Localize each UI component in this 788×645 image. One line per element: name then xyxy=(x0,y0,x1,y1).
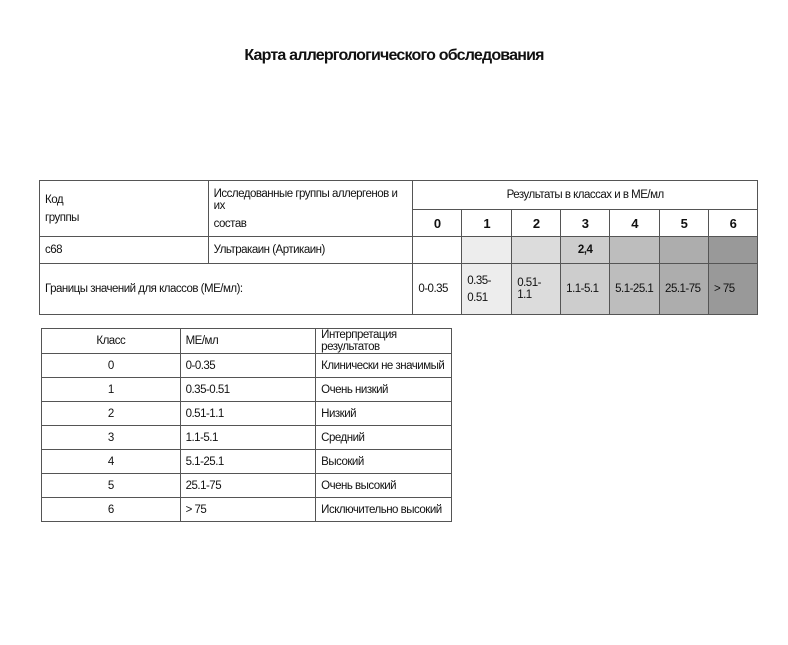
class-cell: 3 xyxy=(42,426,181,450)
interpretation-cell: Низкий xyxy=(316,402,452,426)
interpretation-cell: Очень высокий xyxy=(316,474,452,498)
bound-cell-class-4: 5.1-25.1 xyxy=(610,264,660,315)
allergen-name: Ультракаин (Артикаин) xyxy=(208,237,413,264)
legend-row xyxy=(42,450,452,474)
range-cell: 0.51-1.1 xyxy=(180,402,316,426)
class-header-5: 5 xyxy=(660,210,709,237)
bound-cell-class-5: 25.1-75 xyxy=(660,264,709,315)
range-cell: 0-0.35 xyxy=(180,354,316,378)
result-cell-class-5 xyxy=(660,237,709,264)
legend-row xyxy=(42,354,452,378)
class-cell: 2 xyxy=(42,402,181,426)
class-cell: 1 xyxy=(42,378,181,402)
range-cell: 5.1-25.1 xyxy=(180,450,316,474)
bound-cell-class-0: 0-0.35 xyxy=(413,264,462,315)
bounds-label: Границы значений для классов (МЕ/мл): xyxy=(40,264,413,315)
bound-cell-class-2: 0.51-1.1 xyxy=(512,264,561,315)
result-cell-class-0 xyxy=(413,237,462,264)
range-cell: 0.35-0.51 xyxy=(180,378,316,402)
bound-cell-class-1: 0.35- 0.51 xyxy=(462,264,512,315)
class-cell: 0 xyxy=(42,354,181,378)
header-code: Код группы xyxy=(40,181,209,237)
interpretation-cell: Очень низкий xyxy=(316,378,452,402)
legend-header-row xyxy=(42,329,452,354)
bound-cell-class-3: 1.1-5.1 xyxy=(561,264,610,315)
result-cell-class-1 xyxy=(462,237,512,264)
class-header-3: 3 xyxy=(561,210,610,237)
result-cell-class-6 xyxy=(709,237,758,264)
legend-row xyxy=(42,426,452,450)
range-cell: > 75 xyxy=(180,498,316,522)
legend-row xyxy=(42,402,452,426)
header-results: Результаты в классах и в МЕ/мл xyxy=(413,181,758,210)
bound-cell-class-6: > 75 xyxy=(709,264,758,315)
legend-row xyxy=(42,378,452,402)
class-cell: 4 xyxy=(42,450,181,474)
allergen-code: с68 xyxy=(40,237,209,264)
class-header-1: 1 xyxy=(462,210,512,237)
results-table xyxy=(39,180,758,315)
legend-row xyxy=(42,474,452,498)
header-groups: Исследованные группы аллергенов и их состав xyxy=(208,181,413,237)
interpretation-cell: Средний xyxy=(316,426,452,450)
range-cell: МЕ/мл xyxy=(180,329,316,354)
range-cell: 1.1-5.1 xyxy=(180,426,316,450)
range-cell: 25.1-75 xyxy=(180,474,316,498)
result-cell-class-4 xyxy=(610,237,660,264)
class-header-0: 0 xyxy=(413,210,462,237)
page-title: Карта аллергологического обследования xyxy=(244,47,544,64)
result-cell-class-3: 2,4 xyxy=(561,237,610,264)
legend-row xyxy=(42,498,452,522)
interpretation-cell: Высокий xyxy=(316,450,452,474)
result-cell-class-2 xyxy=(512,237,561,264)
legend-table xyxy=(41,328,452,522)
class-header-2: 2 xyxy=(512,210,561,237)
interpretation-cell: Клинически не значимый xyxy=(316,354,452,378)
class-cell: Класс xyxy=(42,329,181,354)
class-cell: 6 xyxy=(42,498,181,522)
class-cell: 5 xyxy=(42,474,181,498)
class-header-4: 4 xyxy=(610,210,660,237)
interpretation-cell: Интерпретация результатов xyxy=(316,329,452,354)
interpretation-cell: Исключительно высокий xyxy=(316,498,452,522)
class-header-6: 6 xyxy=(709,210,758,237)
